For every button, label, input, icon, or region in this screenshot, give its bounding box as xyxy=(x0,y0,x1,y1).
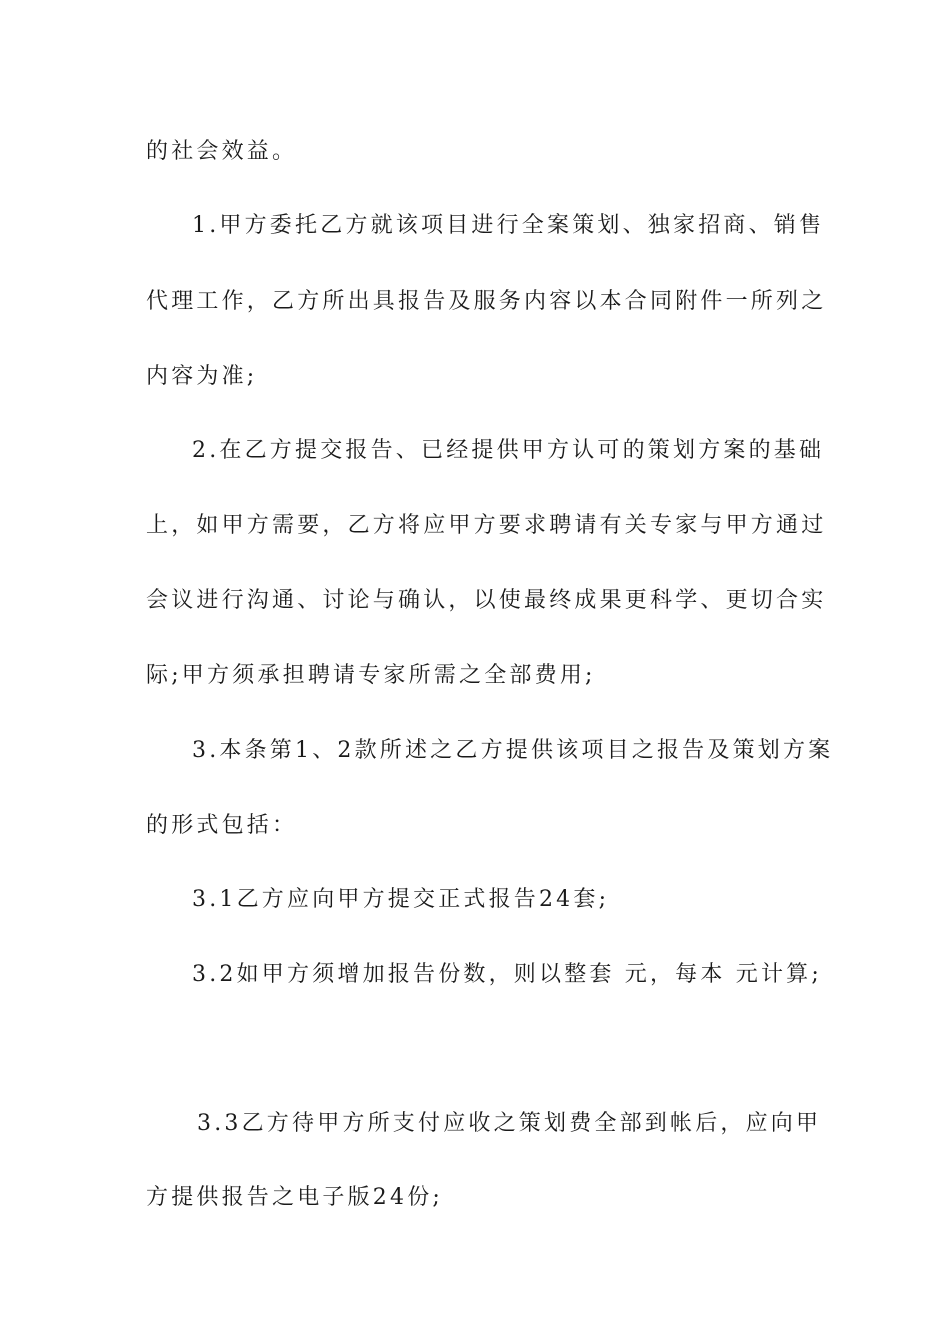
clause-1-line-1: 1.甲方委托乙方就该项目进行全案策划、独家招商、销售 xyxy=(192,213,825,238)
clause-3-3-line-1: 3.3乙方待甲方所支付应收之策划费全部到帐后，应向甲 xyxy=(197,1111,822,1136)
clause-2-line-1: 2.在乙方提交报告、已经提供甲方认可的策划方案的基础 xyxy=(192,438,825,463)
clause-2-line-3: 会议进行沟通、讨论与确认，以使最终成果更科学、更切合实 xyxy=(146,588,827,613)
clause-1-line-3: 内容为准; xyxy=(146,364,258,389)
clause-2-line-4: 际;甲方须承担聘请专家所需之全部费用; xyxy=(146,663,596,688)
clause-3-3-line-2: 方提供报告之电子版24份; xyxy=(146,1185,444,1210)
clause-3-line-1: 3.本条第1、2款所述之乙方提供该项目之报告及策划方案 xyxy=(192,738,834,763)
clause-2-line-2: 上，如甲方需要，乙方将应甲方要求聘请有关专家与甲方通过 xyxy=(146,513,827,538)
clause-3-1: 3.1乙方应向甲方提交正式报告24套; xyxy=(192,887,610,912)
clause-1-line-2: 代理工作，乙方所出具报告及服务内容以本合同附件一所列之 xyxy=(146,289,827,314)
clause-3-line-2: 的形式包括： xyxy=(146,813,298,838)
text-line: 的社会效益。 xyxy=(146,139,298,164)
clause-3-2: 3.2如甲方须增加报告份数，则以整套 元，每本 元计算; xyxy=(192,962,822,987)
